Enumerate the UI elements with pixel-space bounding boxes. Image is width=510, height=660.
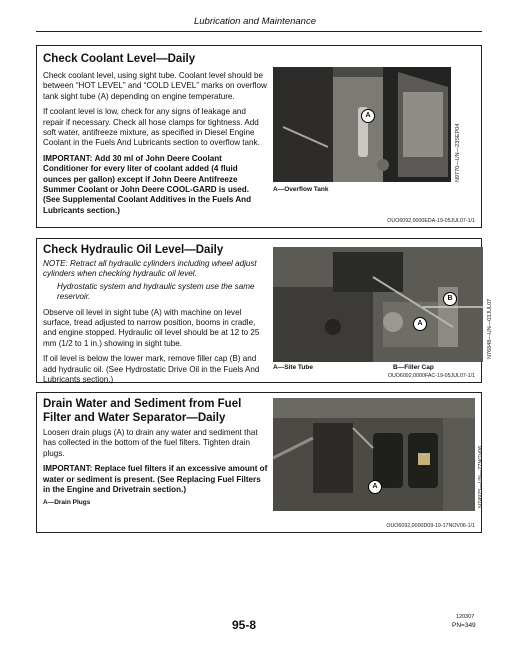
image-caption: A—Drain Plugs <box>43 499 91 506</box>
callout-a: A <box>361 109 375 123</box>
callout-b: B <box>443 292 457 306</box>
section-title: Drain Water and Sediment from Fuel Filter and Water Separator—Daily <box>43 398 242 424</box>
important-label: IMPORTANT: <box>43 464 93 474</box>
footer-code-bottom: PN=349 <box>452 622 476 629</box>
image-caption: A—Overflow Tank <box>273 186 329 193</box>
note-continuation: Hydrostatic system and hydraulic system use the same reservoir. <box>57 281 255 302</box>
important-notice <box>43 464 268 495</box>
footer-code-top: 120307 <box>456 614 475 620</box>
section-body <box>43 428 268 495</box>
paragraph: If oil level is below the lower mark, remove filler cap (B) and add hydraulic oil. (See Hydrostatic Drive Oil in the Fuels And Lubricants section.) <box>43 354 260 385</box>
section-body <box>43 71 268 216</box>
page-number: 95-8 <box>232 618 257 632</box>
image-code: N76848—UN—03JUL07 <box>487 298 493 359</box>
paragraph: Loosen drain plugs (A) to drain any water and sediment that has collected in the bottom of the fuel filters. Tighten drain plugs. <box>43 428 258 458</box>
paragraph: Check coolant level, using sight tube. Coolant level should be between “HOT LEVEL” and “COLD LEVEL” marks on overflow tank sight tube (A) depending on engine temperature. <box>43 71 267 101</box>
paragraph: Observe oil level in sight tube (A) with machine on level surface, tread adjusted to narrow position, booms in cradle, and engine stopped. Hydraulic oil level should be at 12 to 25 mm (1/2 to 1 in.) showing in sight tube. <box>43 307 260 348</box>
note-text: Retract all hydraulic cylinders including wheel adjust cylinders when checking hydraulic oil level. <box>43 259 257 279</box>
image-code: N9770—UN—23SEP04 <box>455 123 461 182</box>
important-notice <box>43 154 268 216</box>
callout-a: A <box>413 317 427 331</box>
callout-a: A <box>368 480 382 494</box>
section-hydraulic <box>36 238 493 385</box>
overflow-tank-photo <box>273 67 451 182</box>
paragraph: If coolant level is low, check for any signs of leakage and repair if necessary. Check all hose clamps for tightness. Add soft water, antifreeze mixture, as specified in Diesel Engine Coolant in the Fuels And Lubricants section to overflow tank. <box>43 107 260 148</box>
caption-a: A—Site Tube <box>273 364 313 371</box>
note-label: NOTE: <box>43 259 68 268</box>
section-title: Check Hydraulic Oil Level—Daily <box>43 244 224 256</box>
header-rule <box>36 31 482 32</box>
section-fuel <box>36 392 482 533</box>
caption-b: B—Filler Cap <box>393 364 434 371</box>
reference-code: OUO6092,0000EDA-19-05JUL07-1/1 <box>387 218 475 224</box>
section-coolant <box>36 45 482 228</box>
hydraulic-tank-photo <box>273 247 483 362</box>
important-text: Add 30 ml of John Deere Coolant Conditioner for every liter of coolant added (4 fluid ounces per gallon) except if John Deere Antifreeze Summer Coolant or John Deere COOL-GARD is used. (See Supplemental Coolant Additives in the Fuels And Lubricants section.) <box>43 153 252 215</box>
important-text: Replace fuel filters if an excessive amount of water or sediment is present. (See Replacing Fuel Filters in the Engine and Drivetrain section.) <box>43 464 268 495</box>
important-label: IMPORTANT: <box>43 153 93 163</box>
fuel-filter-illustration <box>273 398 475 511</box>
image-code: N74975—UN—27NOV06 <box>478 445 484 508</box>
fuel-filter-photo <box>273 398 475 511</box>
note <box>43 259 268 280</box>
section-title: Check Coolant Level—Daily <box>43 53 196 65</box>
overflow-tank-illustration <box>273 67 451 182</box>
reference-code: OUO6092,0000FAC-19-05JUL07-1/1 <box>387 373 475 379</box>
section-body <box>43 259 268 390</box>
reference-code: OUO6092,0000D09-19-17NOV06-1/1 <box>386 523 475 529</box>
page-header: Lubrication and Maintenance <box>193 16 316 27</box>
